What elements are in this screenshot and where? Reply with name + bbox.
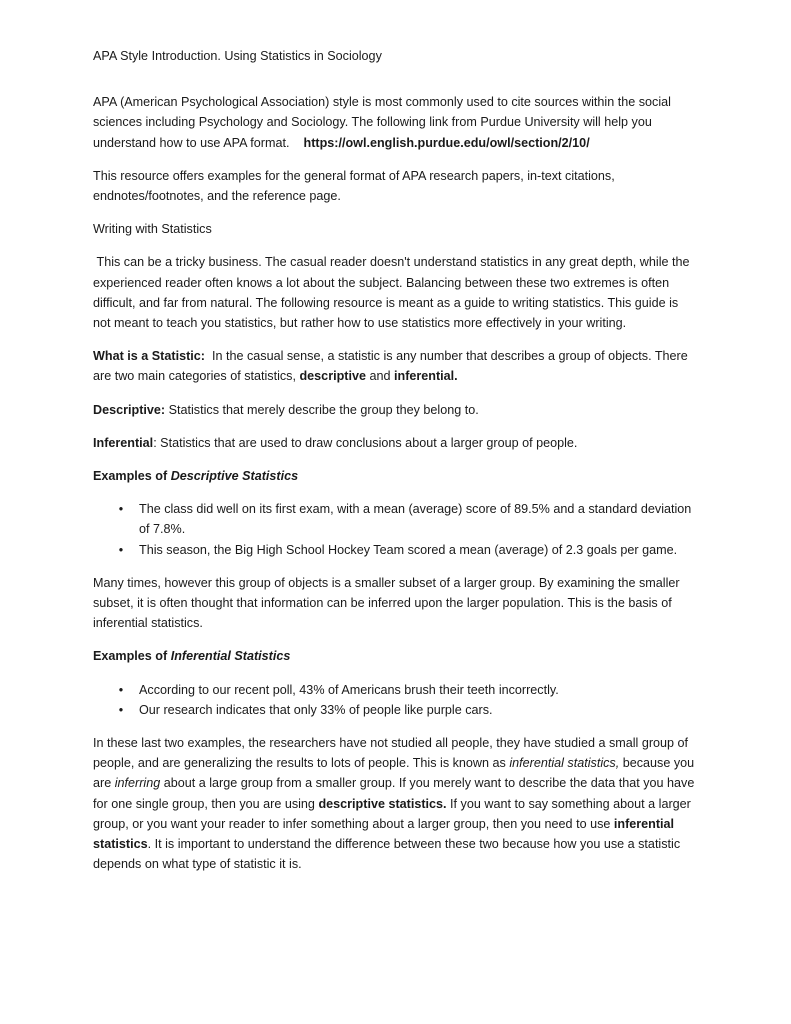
writing-heading: Writing with Statistics (93, 222, 212, 237)
inferential-label: Inferential (93, 435, 154, 450)
list-item (93, 499, 697, 539)
document-title: APA Style Introduction. Using Statistics in Sociology (93, 49, 382, 63)
closing-text-2: because you are (93, 756, 695, 791)
closing-paragraph (93, 733, 697, 874)
list-item (93, 540, 697, 560)
what-is-text: In the casual sense, a statistic is any number that describes a group of objects. There are two main categories of statistics, (93, 349, 692, 384)
list-item (93, 700, 697, 720)
list-item (93, 680, 697, 700)
bullet-icon: • (118, 682, 124, 697)
intro-paragraph (93, 92, 697, 153)
closing-text-4: If you want to say something about a larger group, or you want your reader to infer something about a larger group, then you need to use (93, 796, 691, 831)
inferential-examples-prefix: Examples of (93, 649, 171, 664)
list-item-text: The class did well on its first exam, with a mean (average) score of 89.5% and a standard deviation of 7.8%. (139, 502, 692, 537)
list-item-text: Our research indicates that only 33% of people like purple cars. (139, 702, 493, 717)
bullet-icon: • (118, 502, 124, 517)
closing-text-1: In these last two examples, the researchers have not studied all people, they have studied a small group of people, and are generalizing the results to lots of people. This is known as (93, 736, 689, 771)
closing-bold-descriptive: descriptive statistics. (318, 796, 447, 811)
inferential-examples-list (93, 680, 697, 720)
writing-paragraph: This can be a tricky business. The casual reader doesn't understand statistics in any great depth, while the experienced reader often knows a lot about the subject. Balancing between these two extremes is often difficult, and far from natural. The following resource is meant as a guide to writing statistics. This guide is not meant to teach you statistics, but rather how to use statistics more effectively in your writing. (93, 255, 694, 331)
descriptive-examples-list (93, 499, 697, 560)
resource-paragraph: This resource offers examples for the general format of APA research papers, in-text citations, endnotes/footnotes, and the reference page. (93, 168, 615, 204)
list-item-text: According to our recent poll, 43% of Americans brush their teeth incorrectly. (139, 682, 559, 697)
list-item-text: This season, the Big High School Hockey Team scored a mean (average) of 2.3 goals per game. (139, 542, 678, 557)
intro-text: APA (American Psychological Association) style is most commonly used to cite sources within the social sciences including Psychology and Sociology. The following link from Purdue University will help you understand how to use APA format. (93, 95, 671, 150)
descriptive-examples-emph: Descriptive Statistics (170, 469, 299, 484)
closing-text-5: . It is important to understand the difference between these two because how you use a statistic depends on what type of statistic it is. (93, 837, 681, 872)
closing-bold-inferential: inferential statistics (93, 816, 675, 852)
descriptive-term: descriptive (299, 369, 366, 384)
purdue-owl-link[interactable]: https://owl.english.purdue.edu/owl/section/2/10/ (303, 135, 590, 150)
descriptive-examples-heading (93, 466, 697, 486)
descriptive-examples-prefix: Examples of (93, 469, 171, 484)
what-is-paragraph (93, 346, 697, 386)
and-text: and (365, 369, 394, 384)
bullet-icon: • (118, 702, 124, 717)
inferential-examples-emph: Inferential Statistics (170, 649, 291, 664)
bullet-icon: • (118, 542, 124, 557)
closing-text-3: about a large group from a smaller group. If you merely want to describe the data that you have for one single group, then you are using (93, 776, 695, 811)
inferential-term: inferential. (394, 369, 458, 384)
subset-paragraph: Many times, however this group of objects is a smaller subset of a larger group. By examining the smaller subset, it is often thought that information can be inferred upon the larger population. This is the basis of inferential statistics. (93, 575, 680, 631)
inferential-definition-text: : Statistics that are used to draw conclusions about a larger group of people. (153, 435, 578, 450)
closing-emph-inferential: inferential statistics, (509, 756, 620, 771)
what-is-label: What is a Statistic: (93, 349, 205, 364)
descriptive-definition (93, 400, 697, 420)
inferential-definition (93, 433, 697, 453)
descriptive-definition-text: Statistics that merely describe the group they belong to. (165, 402, 479, 417)
inferential-examples-heading (93, 646, 697, 666)
descriptive-label: Descriptive: (93, 402, 166, 417)
closing-emph-inferring: inferring (114, 776, 161, 791)
